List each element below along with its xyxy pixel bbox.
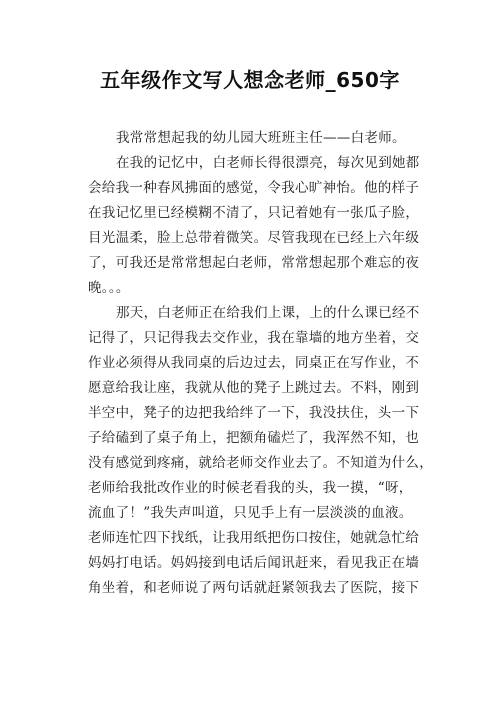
paragraph-line: 愿意给我让座，我就从他的凳子上跳过去。不料，刚到: [88, 380, 420, 396]
paragraph-line: 会给我一种春风拂面的感觉，令我心旷神怡。他的样子: [88, 180, 420, 196]
document-title: 五年级作文写人想念老师_650字: [100, 68, 400, 92]
document-body: [88, 126, 433, 601]
paragraph-line: 那天，白老师正在给我们上课，上的什么课已经不: [116, 305, 420, 321]
paragraph-line: 我常常想起我的幼儿园大班班主任——白老师。: [116, 130, 406, 146]
paragraph-line: 子给磕到了桌子角上，把额角磕烂了，我浑然不知，也: [88, 430, 420, 446]
paragraph-line: 晚。。。: [88, 280, 130, 296]
paragraph-line: 在我记忆里已经模糊不清了，只记着她有一张瓜子脸，: [88, 205, 420, 221]
paragraph-line: 了，可我还是常常想起白老师，常常想起那个难忘的夜: [88, 255, 420, 271]
paragraph-line: 老师连忙四下找纸，让我用纸把伤口按住，她就急忙给: [88, 530, 420, 546]
paragraph-line: 记得了，只记得我去交作业，我在靠墙的地方坐着，交: [88, 330, 420, 346]
paragraph-line: 老师给我批改作业的时候老看我的头，我一摸，“呀，: [88, 480, 413, 496]
paragraph-line: 作业必须得从我同桌的后边过去，同桌正在写作业，不: [88, 355, 420, 371]
paragraph-line: 妈妈打电话。妈妈接到电话后闻讯赶来，看见我正在墙: [88, 555, 420, 571]
paragraph-line: 流血了！”我失声叫道，只见手上有一层淡淡的血液。: [88, 505, 413, 521]
paragraph-line: 角坐着，和老师说了两句话就赶紧领我去了医院，接下: [88, 580, 420, 596]
paragraph-line: 没有感觉到疼痛，就给老师交作业去了。不知道为什么，: [88, 455, 433, 471]
paragraph-line: 在我的记忆中，白老师长得很漂亮，每次见到她都: [116, 155, 420, 171]
paragraph-line: 半空中，凳子的边把我给绊了一下，我没扶住，头一下: [88, 405, 420, 421]
paragraph-line: 目光温柔，脸上总带着微笑。尽管我现在已经上六年级: [88, 230, 420, 246]
